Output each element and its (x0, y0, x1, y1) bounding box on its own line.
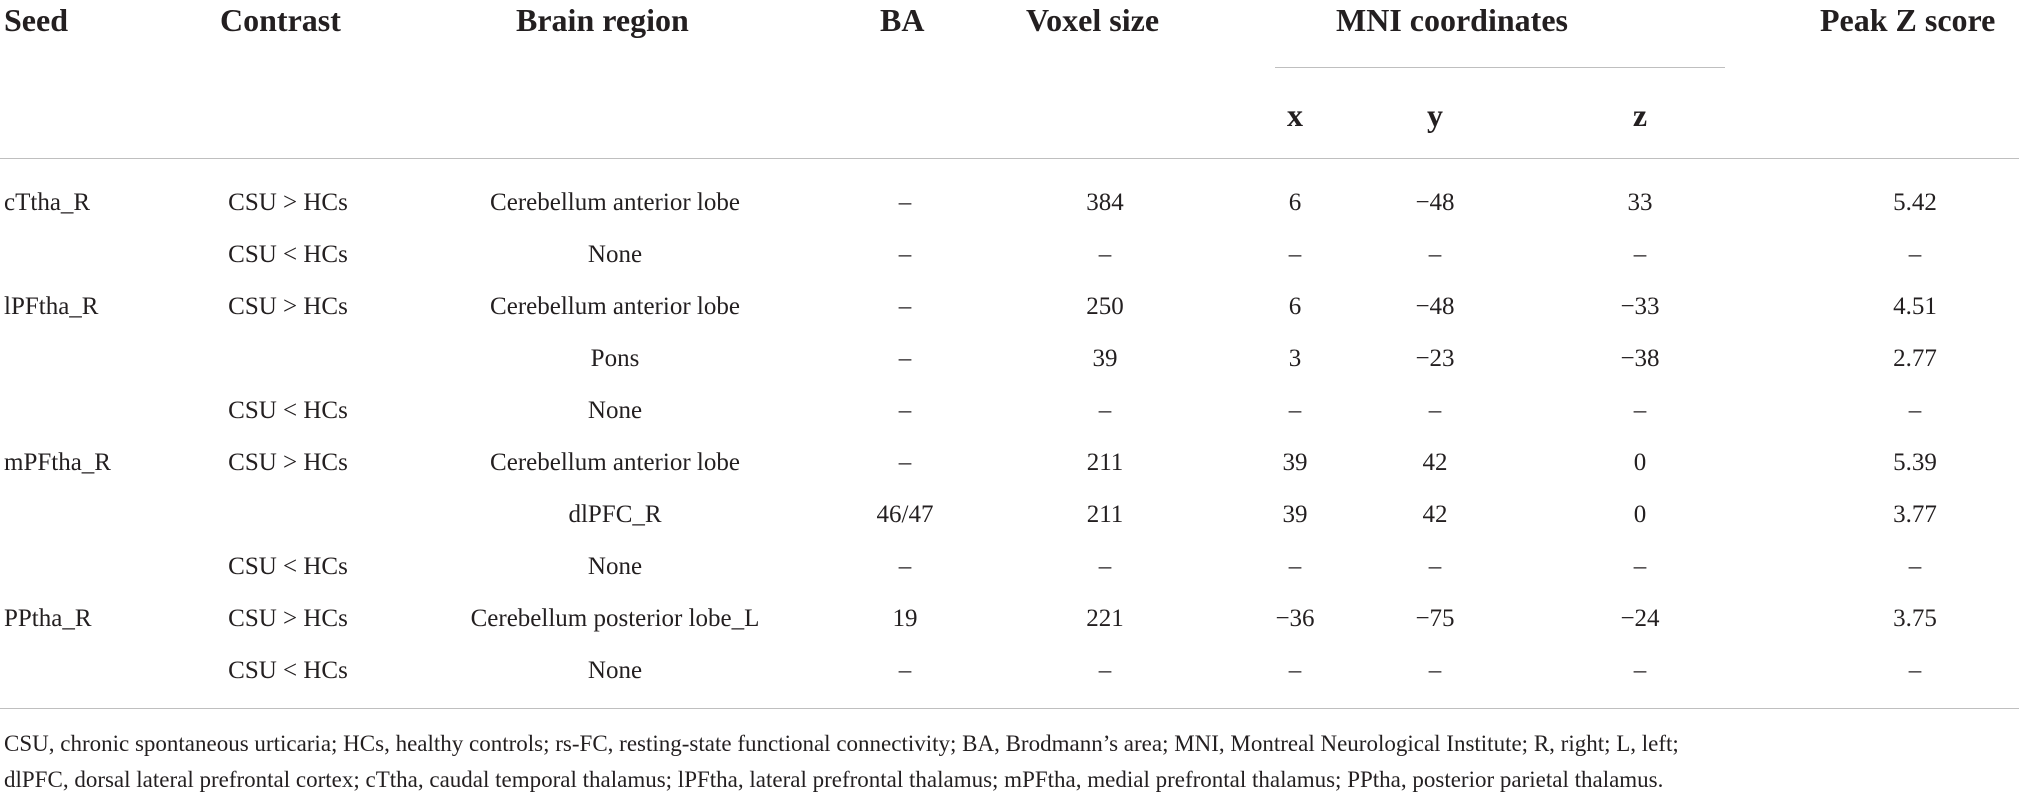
cell-contrast: CSU < HCs (228, 553, 348, 580)
cell-peak-z-score: – (1908, 397, 1922, 424)
cell-seed: PPtha_R (4, 605, 92, 632)
cell-voxel-size: 211 (1086, 449, 1124, 476)
header-contrast: Contrast (220, 2, 341, 38)
cell-x: – (1288, 241, 1302, 268)
cell-contrast: CSU < HCs (228, 397, 348, 424)
cell-ba: – (898, 241, 912, 268)
header-brain-region: Brain region (516, 2, 689, 38)
cell-seed: cTtha_R (4, 189, 91, 216)
header-peak-z-score: Peak Z score (1820, 2, 1996, 38)
header-y: y (1427, 97, 1443, 133)
cell-ba: – (898, 449, 912, 476)
cell-z: −24 (1620, 605, 1660, 632)
cell-brain-region: Cerebellum anterior lobe (490, 293, 740, 320)
cell-brain-region: None (587, 657, 643, 684)
cell-y: −48 (1415, 189, 1455, 216)
cell-peak-z-score: – (1908, 657, 1922, 684)
cell-x: 6 (1288, 293, 1302, 320)
cell-y: – (1428, 397, 1442, 424)
cell-y: −23 (1415, 345, 1455, 372)
cell-voxel-size: 384 (1086, 189, 1124, 216)
cell-x: – (1288, 397, 1302, 424)
cell-voxel-size: – (1098, 397, 1112, 424)
cell-contrast: CSU > HCs (228, 189, 348, 216)
cell-y: −48 (1415, 293, 1455, 320)
header-seed: Seed (4, 2, 68, 38)
cell-voxel-size: 211 (1086, 501, 1124, 528)
cell-y: – (1428, 657, 1442, 684)
cell-y: 42 (1422, 501, 1448, 528)
header-mni-coordinates: MNI coordinates (1336, 2, 1568, 38)
cell-contrast: CSU > HCs (228, 293, 348, 320)
cell-z: – (1633, 241, 1647, 268)
cell-brain-region: Pons (590, 345, 640, 372)
cell-x: – (1288, 657, 1302, 684)
cell-x: 39 (1282, 501, 1308, 528)
cell-y: 42 (1422, 449, 1448, 476)
header-x: x (1287, 97, 1303, 133)
cell-voxel-size: – (1098, 657, 1112, 684)
cell-x: 6 (1288, 189, 1302, 216)
cell-brain-region: None (587, 553, 643, 580)
cell-peak-z-score: 3.75 (1893, 605, 1937, 632)
cell-brain-region: Cerebellum anterior lobe (490, 189, 740, 216)
header-z: z (1632, 97, 1648, 133)
header-voxel-size: Voxel size (1026, 2, 1160, 38)
cell-voxel-size: – (1098, 553, 1112, 580)
cell-z: 33 (1627, 189, 1653, 216)
cell-peak-z-score: 5.39 (1893, 449, 1937, 476)
cell-x: −36 (1275, 605, 1315, 632)
cell-ba: – (898, 189, 912, 216)
cell-y: – (1428, 241, 1442, 268)
cell-z: −33 (1620, 293, 1660, 320)
cell-ba: – (898, 397, 912, 424)
cell-z: – (1633, 553, 1647, 580)
cell-z: – (1633, 657, 1647, 684)
cell-peak-z-score: 3.77 (1893, 501, 1937, 528)
cell-y: – (1428, 553, 1442, 580)
cell-peak-z-score: 5.42 (1893, 189, 1937, 216)
cell-contrast: CSU < HCs (228, 657, 348, 684)
footnote-line-2: dlPFC, dorsal lateral prefrontal cortex; cTtha, caudal temporal thalamus; lPFtha, lateral prefrontal thalamus; mPFtha, medial prefrontal thalamus; PPtha, posterior parietal thalamus. (4, 767, 1664, 792)
cell-ba: – (898, 657, 912, 684)
cell-z: – (1633, 397, 1647, 424)
cell-seed: lPFtha_R (4, 293, 99, 320)
cell-x: 3 (1288, 345, 1302, 372)
cell-voxel-size: – (1098, 241, 1112, 268)
cell-ba: 19 (892, 605, 918, 632)
cell-seed: mPFtha_R (4, 449, 111, 476)
cell-peak-z-score: 2.77 (1893, 345, 1937, 372)
cell-ba: – (898, 553, 912, 580)
header-bottom-rule (0, 158, 2019, 159)
cell-ba: – (898, 345, 912, 372)
cell-brain-region: None (587, 241, 643, 268)
cell-contrast: CSU < HCs (228, 241, 348, 268)
cell-brain-region: None (587, 397, 643, 424)
cell-contrast: CSU > HCs (228, 605, 348, 632)
cell-y: −75 (1415, 605, 1455, 632)
footnote-line-1: CSU, chronic spontaneous urticaria; HCs, healthy controls; rs-FC, resting-state functional connectivity; BA, Brodmann’s area; MNI, Montreal Neurological Institute; R, right; L, left; (4, 731, 1679, 756)
cell-z: 0 (1633, 449, 1647, 476)
cell-ba: 46/47 (876, 501, 934, 528)
cell-brain-region: Cerebellum posterior lobe_L (470, 605, 760, 632)
cell-peak-z-score: 4.51 (1893, 293, 1937, 320)
cell-peak-z-score: – (1908, 553, 1922, 580)
cell-voxel-size: 250 (1086, 293, 1124, 320)
cell-voxel-size: 39 (1092, 345, 1118, 372)
cell-x: – (1288, 553, 1302, 580)
table-bottom-rule (0, 708, 2019, 709)
cell-z: 0 (1633, 501, 1647, 528)
cell-brain-region: dlPFC_R (568, 501, 662, 528)
header-ba: BA (880, 2, 925, 38)
cell-x: 39 (1282, 449, 1308, 476)
cell-brain-region: Cerebellum anterior lobe (490, 449, 740, 476)
cell-contrast: CSU > HCs (228, 449, 348, 476)
cell-ba: – (898, 293, 912, 320)
cell-voxel-size: 221 (1086, 605, 1124, 632)
mni-header-rule (1275, 67, 1725, 68)
cell-z: −38 (1620, 345, 1660, 372)
cell-peak-z-score: – (1908, 241, 1922, 268)
